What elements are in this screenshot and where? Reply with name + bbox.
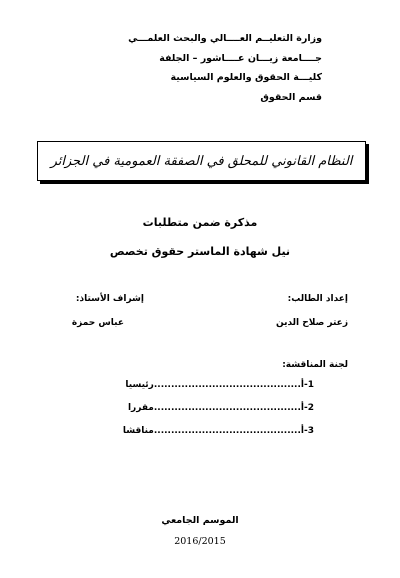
supervisor-label: إشراف الأستاذ:	[75, 294, 144, 304]
ministry-name: وزارة التعليــم العــــالي والبحث العلمـــي	[128, 33, 322, 44]
memo-line-1: مذكرة ضمن متطلبات	[142, 216, 258, 229]
department-name: قسم الحقوق	[260, 91, 322, 103]
committee-member: 1-أ...........................................رئيسيا	[125, 380, 314, 390]
committee-member: 2-أ...........................................مقررا	[127, 403, 314, 413]
academic-season-label: الموسم الجامعي	[161, 515, 239, 526]
student-label: إعداد الطالب:	[287, 294, 348, 304]
supervisor-name: عباس حمزة	[71, 318, 124, 328]
student-name: زعتر صلاح الدين	[275, 318, 348, 328]
memo-line-2: نيل شهادة الماستر حقوق تخصص	[109, 245, 291, 258]
committee-label: لجنة المناقشة:	[282, 360, 348, 370]
academic-year: 2016/2015	[174, 536, 226, 547]
faculty-name: كليـــة الحقوق والعلوم السياسية	[170, 72, 322, 83]
thesis-title-box	[37, 141, 366, 181]
university-name: جــــامعة زيـــان عــــاشور – الجلفة	[159, 52, 322, 64]
thesis-title: النظام القانوني للمحلق في الصفقة العمومية في الجزائر	[50, 153, 353, 169]
institution-header	[62, 29, 322, 107]
committee-member: 3-أ...........................................مناقشا	[122, 426, 314, 436]
